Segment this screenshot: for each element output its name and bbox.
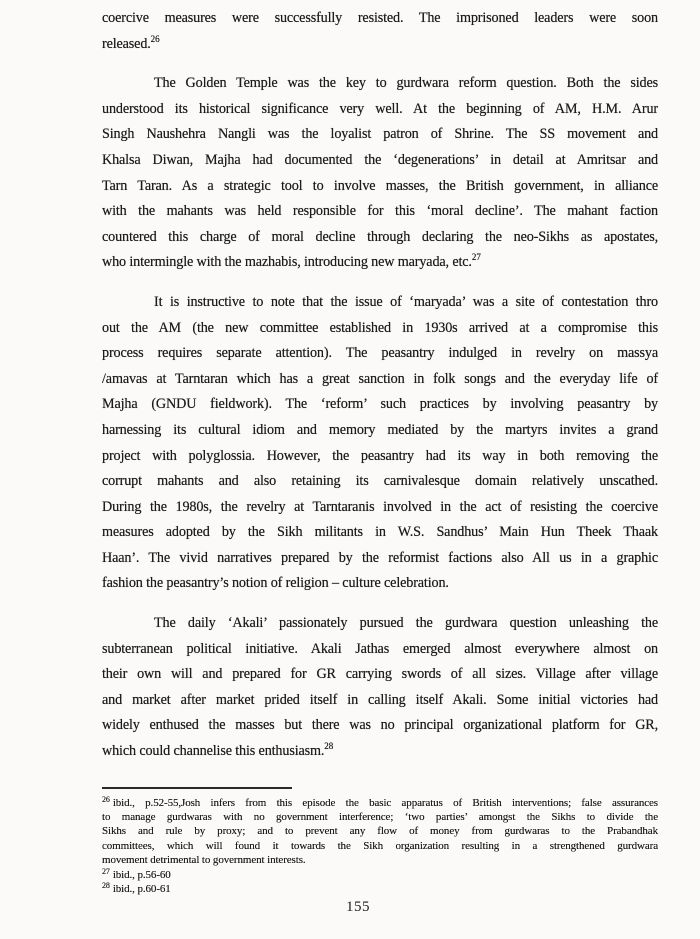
text-line: subterranean political initiative. Akali Jathas emerged almost everywhere almost on — [102, 640, 658, 657]
text-line: The daily ‘Akali’ passionately pursued the gurdwara question unleashing the — [154, 615, 658, 632]
footnote-marker: 26 — [102, 794, 110, 804]
text-line: widely enthused the masses but there was no principal organizational platform for GR, — [102, 717, 658, 734]
text-line: fashion the peasantry’s notion of religion – culture celebration. — [102, 575, 449, 592]
text-line: Tarn Taran. As a strategic tool to involve masses, the British government, in alliance — [102, 177, 658, 194]
footnote-line: $^{27}$ ibid., p.56-60 — [102, 866, 171, 881]
footnote-ref: 26 — [150, 33, 160, 44]
page-number: 155 — [346, 899, 370, 916]
text-line: with the mahants was held responsible for this ‘moral decline’. The mahant faction — [102, 203, 658, 220]
text-line: countered this charge of moral decline through declaring the neo-Sikhs as apostates, — [102, 228, 658, 245]
text-line: and market after market prided itself in calling itself Akali. Some initial victories had — [102, 691, 658, 708]
footnote-line: Sikhs and rule by proxy; and to prevent any flow of money from gurdwaras to the Prabandhak — [102, 825, 658, 838]
paragraph — [102, 290, 658, 597]
footnote — [102, 868, 658, 882]
footnote-line: $^{26}$ ibid., p.52-55,Josh infers from this episode the basic apparatus of British interventions; false assurances — [102, 794, 658, 809]
text-line: Haan’. The vivid narratives prepared by the reformist factions also All us in a graphic — [102, 549, 658, 566]
footnote-line: $^{28}$ ibid., p.60-61 — [102, 881, 171, 896]
text-line: During the 1980s, the revelry at Tarntaranis involved in the act of resisting the coercive — [102, 498, 658, 515]
text-line: It is instructive to note that the issue of ‘maryada’ was a site of contestation thro — [154, 293, 658, 310]
footnote — [102, 882, 658, 896]
text-line: corrupt mahants and also retaining its carnivalesque domain relatively unscathed. — [102, 473, 658, 490]
text-line: which could channelise this enthusiasm.$^{28}$ — [102, 741, 334, 760]
footnote-ref: 27 — [471, 252, 481, 263]
footnote-separator — [102, 787, 292, 789]
text-line: out the AM (the new committee established in 1930s arrived at a compromise this — [102, 319, 658, 336]
footnote-line: to manage gurdwaras with no government interference; ‘two parties’ amongst the Sikhs to divide the — [102, 811, 658, 824]
footnote-line: committees, which will found it towards the Sikh organization resulting in a strengthened gurdwara — [102, 839, 658, 852]
text-line: measures adopted by the Sikh militants in W.S. Sandhus’ Main Hun Theek Thaak — [102, 524, 658, 541]
text-line: project with polyglossia. However, the peasantry had its way in both removing the — [102, 447, 658, 464]
text-line: their own will and prepared for GR carrying swords of all sizes. Village after village — [102, 666, 658, 683]
text-line: coercive measures were successfully resisted. The imprisoned leaders were soon — [102, 10, 658, 26]
footnote-marker: 27 — [102, 866, 110, 876]
text-column — [102, 6, 658, 916]
paragraph — [102, 6, 658, 57]
paragraph — [102, 71, 658, 276]
footnote-line: movement detrimental to government interests. — [102, 854, 306, 867]
text-line: process requires separate attention). The peasantry indulged in revelry on massya — [102, 345, 658, 362]
text-line: harnessing its cultural idiom and memory mediated by the martyrs invites a grand — [102, 421, 658, 438]
footnote — [102, 796, 658, 868]
text-line: who intermingle with the mazhabis, introducing new maryada, etc.$^{27}$ — [102, 252, 481, 271]
paragraph — [102, 611, 658, 765]
footnote-marker: 28 — [102, 881, 110, 891]
text-line: understood its historical significance very well. At the beginning of AM, H.M. Arur — [102, 100, 658, 117]
footnote-ref: 28 — [324, 741, 334, 752]
text-line: Khalsa Diwan, Majha had documented the ‘degenerations’ in detail at Amritsar and — [102, 151, 658, 168]
footnotes-section — [102, 796, 658, 897]
text-line: The Golden Temple was the key to gurdwara reform question. Both the sides — [154, 75, 658, 92]
body-text — [102, 6, 658, 765]
text-line: Majha (GNDU fieldwork). The ‘reform’ such practices by involving peasantry by — [102, 396, 658, 413]
text-line: Singh Naushehra Nangli was the loyalist patron of Shrine. The SS movement and — [102, 126, 658, 143]
text-line: /amavas at Tarntaran which has a great sanction in folk songs and the everyday life of — [102, 370, 658, 387]
text-line: released.$^{26}$ — [102, 33, 160, 52]
